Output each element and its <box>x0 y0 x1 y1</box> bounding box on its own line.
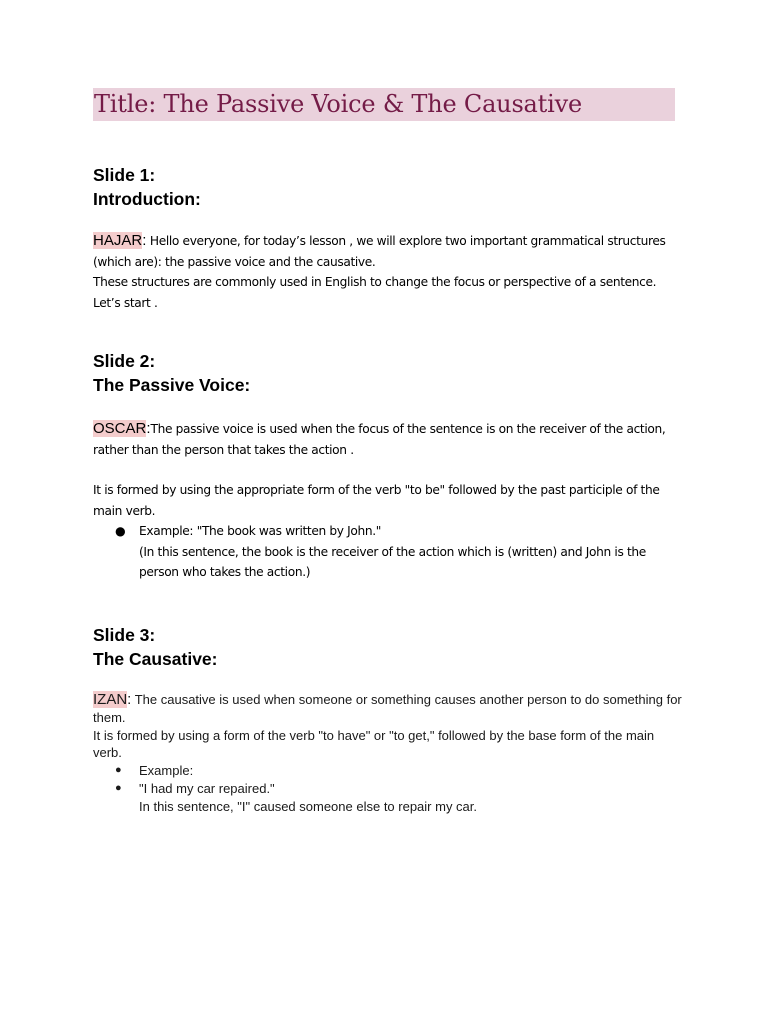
slide-3-line-2: It is formed by using a form of the verb "to have" or "to get," followed by the base form of the main verb. <box>93 727 655 761</box>
list-item <box>93 762 683 780</box>
slide-1-heading: Introduction: <box>93 189 201 209</box>
slide-3-body <box>93 691 683 816</box>
bullet-icon: ● <box>115 524 126 538</box>
slide-2-paragraph <box>93 419 683 460</box>
bullet-text: Example: <box>139 763 194 779</box>
slide-1-paragraph <box>93 231 683 272</box>
slide-3-line-1: The causative is used when someone or something causes another person to do something for them. <box>93 692 682 725</box>
slide-2-line-2: It is formed by using the appropriate form of the verb "to be" followed by the past participle of the main verb. <box>93 483 660 518</box>
slide-3-heading: The Causative: <box>93 649 218 669</box>
slide-1-line-3: Let’s start . <box>93 295 158 310</box>
bullet-icon: ● <box>115 781 122 794</box>
slide-1-body <box>93 231 683 313</box>
list-item <box>93 521 683 583</box>
speaker-colon: : <box>127 691 132 708</box>
slide-3-label: Slide 3: <box>93 625 156 645</box>
speaker-hajar: HAJAR <box>93 232 143 249</box>
slide-3-paragraph <box>93 691 683 727</box>
slide-1-line-2: These structures are commonly used in English to change the focus or perspective of a sentence. <box>93 275 657 289</box>
slide-2-body <box>93 419 683 583</box>
bullet-subtext: In this sentence, "I" caused someone else to repair my car. <box>139 798 478 814</box>
bullet-text: Example: "The book was written by John." <box>139 524 382 538</box>
slide-1-line-1: Hello everyone, for today’s lesson , we will explore two important grammatical structures (which are): the passive voice and the causative. <box>93 234 666 269</box>
speaker-oscar: OSCAR <box>93 420 147 437</box>
slide-1-label: Slide 1: <box>93 165 156 185</box>
bullet-icon: ● <box>115 764 122 777</box>
bullet-text: "I had my car repaired." <box>139 780 275 796</box>
slide-2-bullet-list <box>93 521 683 583</box>
speaker-colon: : <box>146 420 151 437</box>
slide-2-line-1: The passive voice is used when the focus of the sentence is on the receiver of the action, rather than the person that takes the action . <box>93 422 666 457</box>
speaker-izan: IZAN <box>93 691 128 708</box>
slide-3-bullet-list <box>93 762 683 815</box>
slide-2-heading: The Passive Voice: <box>93 375 251 395</box>
list-item <box>93 780 683 816</box>
speaker-colon: : <box>142 232 147 249</box>
document-title: Title: The Passive Voice & The Causative <box>94 90 582 118</box>
bullet-subtext: (In this sentence, the book is the receiver of the action which is (written) and John is the person who takes the action.) <box>139 544 646 579</box>
slide-2-label: Slide 2: <box>93 351 156 371</box>
